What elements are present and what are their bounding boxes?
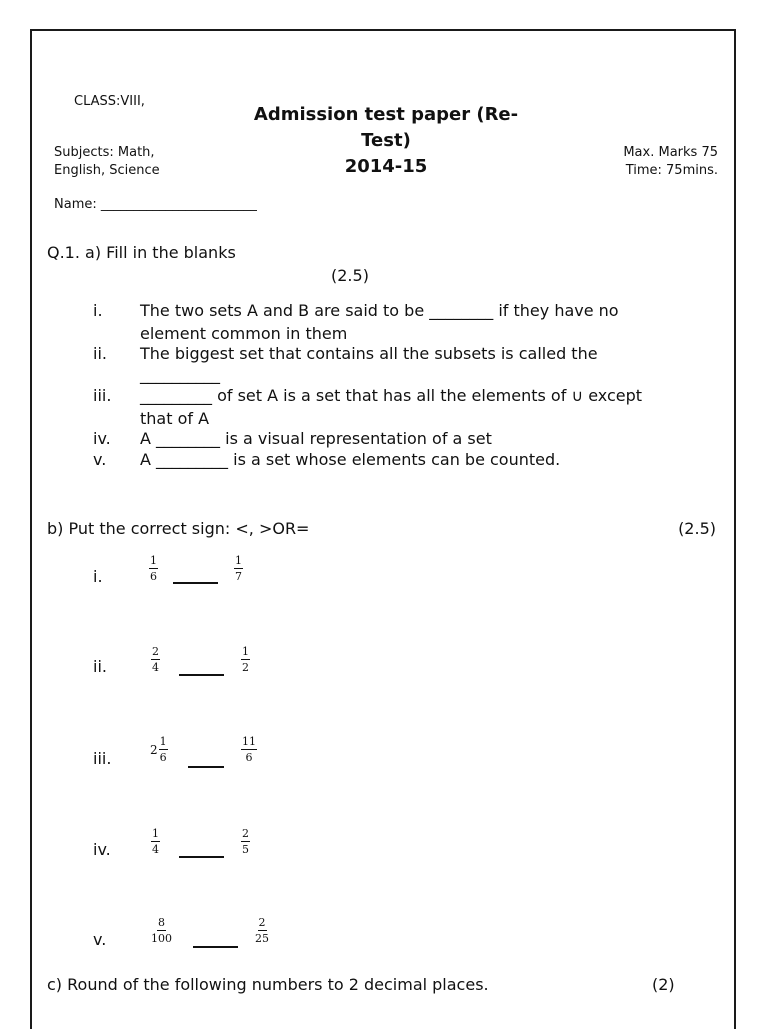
denominator: 6 (159, 751, 167, 764)
q1a-item-5-num: v. (93, 450, 107, 469)
q1c-marks: (2) (652, 975, 675, 994)
denominator: 100 (151, 932, 172, 945)
q1a-item-1-line-2: element common in them (140, 324, 348, 343)
q1b-item-1-left-fraction (149, 554, 158, 583)
subjects-line-2: English, Science (54, 163, 160, 178)
q1a-item-1-line-1: The two sets A and B are said to be ________ if they have no (140, 301, 619, 320)
numerator: 1 (159, 735, 167, 748)
q1b-marks: (2.5) (678, 519, 716, 538)
q1a-item-5-line-1: A _________ is a set whose elements can be counted. (140, 450, 561, 469)
q1b-item-3-left-mixed-number (150, 735, 168, 764)
q1a-heading: Q.1. a) Fill in the blanks (47, 243, 236, 262)
q1b-item-2-right-fraction (241, 645, 250, 674)
q1b-item-3-left-fraction (159, 735, 168, 764)
denominator: 25 (255, 932, 269, 945)
denominator: 4 (152, 843, 159, 856)
q1b-item-3-num: iii. (93, 749, 112, 768)
q1b-item-5-left-fraction (151, 916, 172, 945)
title-line-2: Test) (361, 130, 411, 151)
q1b-item-2-left-fraction (151, 645, 160, 674)
title-line-1: Admission test paper (Re- (253, 104, 519, 125)
q1b-item-2-num: ii. (93, 657, 107, 676)
q1b-item-2-answer-blank[interactable] (179, 674, 224, 676)
q1b-item-4-left-fraction (151, 827, 160, 856)
q1a-marks: (2.5) (331, 266, 369, 285)
numerator: 2 (258, 916, 266, 929)
title-line-3: 2014-15 (344, 156, 428, 177)
denominator: 6 (150, 570, 157, 583)
q1b-item-5-num: v. (93, 930, 107, 949)
denominator: 6 (245, 751, 253, 764)
numerator: 1 (242, 645, 249, 658)
q1a-item-2-line-1: The biggest set that contains all the subsets is called the (140, 344, 598, 363)
numerator: 1 (152, 827, 159, 840)
q1b-item-4-num: iv. (93, 840, 111, 859)
q1a-item-1-num: i. (93, 301, 103, 320)
q1c-heading: c) Round of the following numbers to 2 decimal places. (47, 975, 489, 994)
q1b-item-5-right-fraction (255, 916, 269, 945)
denominator: 7 (235, 570, 242, 583)
time-allowed: Time: 75mins. (625, 163, 718, 178)
numerator: 2 (242, 827, 249, 840)
q1b-item-4-right-fraction (241, 827, 250, 856)
q1b-item-1-right-fraction (234, 554, 243, 583)
numerator: 8 (158, 916, 165, 929)
q1a-item-3-line-2: that of A (140, 409, 210, 428)
numerator: 1 (150, 554, 157, 567)
denominator: 2 (242, 661, 249, 674)
q1a-item-3-line-1: _________ of set A is a set that has all the elements of ∪ except (140, 386, 643, 405)
denominator: 5 (242, 843, 249, 856)
name-field: Name: ________________________ (54, 197, 257, 212)
q1a-item-3-num: iii. (93, 386, 112, 405)
denominator: 4 (152, 661, 159, 674)
numerator: 1 (235, 554, 242, 567)
q1a-item-4-line-1: A ________ is a visual representation of a set (140, 429, 492, 448)
class-label: CLASS:VIII, (74, 94, 145, 109)
q1b-item-4-answer-blank[interactable] (179, 856, 224, 858)
whole-number: 2 (150, 742, 158, 757)
q1b-item-3-answer-blank[interactable] (188, 766, 224, 768)
q1b-heading: b) Put the correct sign: <, >OR= (47, 519, 310, 538)
numerator: 2 (152, 645, 159, 658)
subjects-line-1: Subjects: Math, (54, 145, 155, 160)
q1b-item-5-answer-blank[interactable] (193, 946, 238, 948)
q1b-item-1-answer-blank[interactable] (173, 582, 218, 584)
q1a-item-4-num: iv. (93, 429, 111, 448)
max-marks: Max. Marks 75 (623, 145, 718, 160)
q1a-item-2-line-2: __________ (140, 365, 220, 384)
q1a-item-2-num: ii. (93, 344, 107, 363)
q1b-item-1-num: i. (93, 567, 103, 586)
q1b-item-3-right-fraction (241, 735, 257, 764)
numerator: 11 (242, 735, 256, 748)
